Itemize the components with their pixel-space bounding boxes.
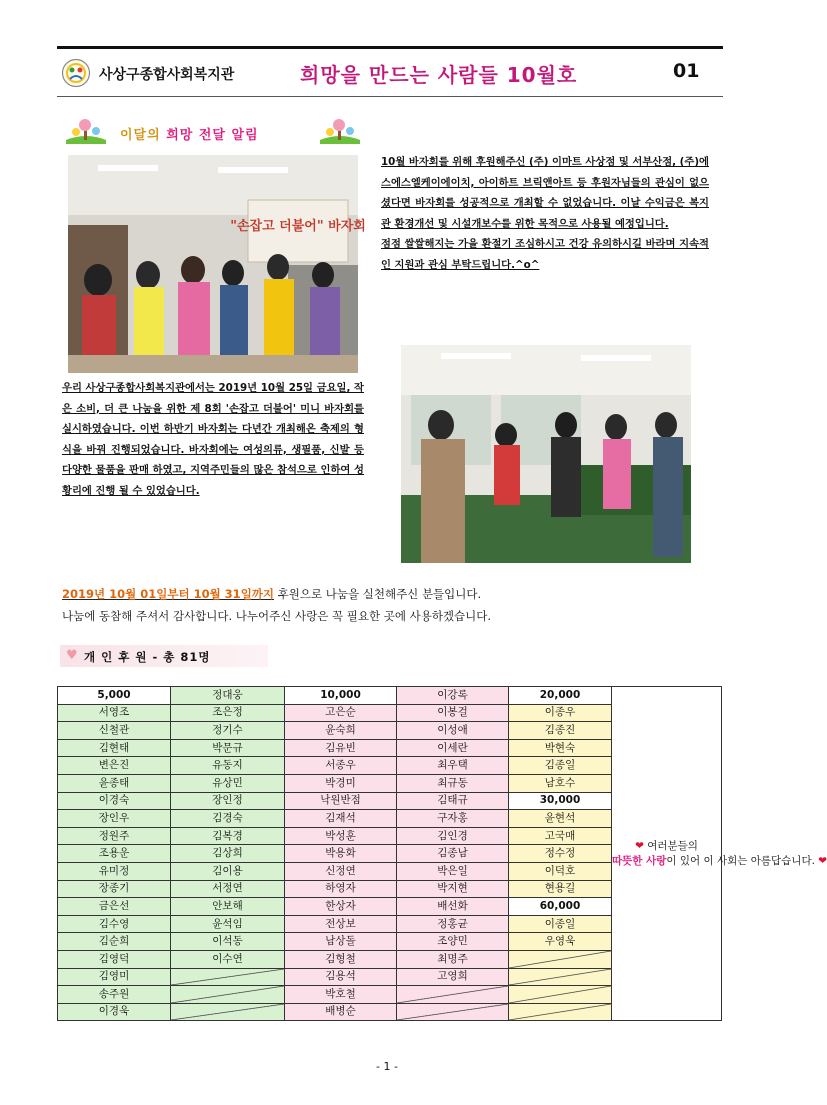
message-part2: 이 있어 이 사회는 아름답습니다. xyxy=(666,854,815,867)
welfare-center-logo xyxy=(61,58,91,88)
table-cell: 박용화 xyxy=(285,845,397,863)
thanks-message xyxy=(62,583,702,627)
table-cell: 박현숙 xyxy=(509,739,612,757)
table-cell: 박경미 xyxy=(285,774,397,792)
table-cell: 김재석 xyxy=(285,810,397,828)
header-top-rule xyxy=(57,46,723,49)
table-cell: 서영조 xyxy=(58,704,171,722)
table-cell: 서종우 xyxy=(285,757,397,775)
table-cell xyxy=(509,1003,612,1021)
table-cell: 유상민 xyxy=(171,774,285,792)
table-cell: 전상보 xyxy=(285,915,397,933)
table-cell: 최명주 xyxy=(397,950,509,968)
individual-donor-heading xyxy=(60,645,268,667)
header-bottom-rule xyxy=(57,96,723,97)
table-cell: 하영자 xyxy=(285,880,397,898)
table-cell: 이경욱 xyxy=(58,1003,171,1021)
table-cell: 이경숙 xyxy=(58,792,171,810)
table-cell: 박지현 xyxy=(397,880,509,898)
table-cell: 30,000 xyxy=(509,792,612,810)
table-cell: 김수영 xyxy=(58,915,171,933)
period-highlight: 2019년 10월 01일부터 10월 31일까지 xyxy=(62,587,275,601)
heart-icon: ❤ xyxy=(635,839,644,852)
flower-deco-icon xyxy=(64,118,108,144)
table-cell: 정기수 xyxy=(171,722,285,740)
table-cell: 우영욱 xyxy=(509,933,612,951)
table-cell: 금은선 xyxy=(58,898,171,916)
bazaar-sign-text: "손잡고 더불어" 바자회 xyxy=(230,219,366,234)
table-cell: 이석동 xyxy=(171,933,285,951)
table-cell: 이세란 xyxy=(397,739,509,757)
table-cell: 정홍균 xyxy=(397,915,509,933)
table-cell: 변은진 xyxy=(58,757,171,775)
table-cell: 김영미 xyxy=(58,968,171,986)
table-cell: 배선화 xyxy=(397,898,509,916)
table-cell: 최규동 xyxy=(397,774,509,792)
table-cell: 이수연 xyxy=(171,950,285,968)
table-cell: 김이용 xyxy=(171,862,285,880)
table-cell: 최우택 xyxy=(397,757,509,775)
table-cell: 윤현석 xyxy=(509,810,612,828)
table-cell: 박은일 xyxy=(397,862,509,880)
table-cell: 조은정 xyxy=(171,704,285,722)
table-cell: 유미정 xyxy=(58,862,171,880)
bazaar-photo-1 xyxy=(68,155,366,373)
donor-heading-text: 개 인 후 원 - 총 81명 xyxy=(84,650,211,664)
table-cell: 배병순 xyxy=(285,1003,397,1021)
donor-message xyxy=(612,687,827,1021)
bazaar-photo-2 xyxy=(401,345,691,563)
sponsor-thanks-text: 10월 바자회를 위해 후원해주신 (주) 이마트 사상점 및 서부산점, (주)에스에스엘케이에이치, 아이하트 브릭앤아트 등 후원자님들의 관심이 없으셨다면 바자회를 성공적으로 개최할 수 없었습니다. 이날 수익금은 복지관 환경개선 및 시설개보수를 위한 목적으로 사용될 예정입니다. xyxy=(381,156,709,230)
table-cell: 20,000 xyxy=(509,687,612,705)
table-cell: 김유빈 xyxy=(285,739,397,757)
table-cell: 고국매 xyxy=(509,827,612,845)
table-cell: 구자홍 xyxy=(397,810,509,828)
table-cell: 윤석임 xyxy=(171,915,285,933)
table-cell: 고영희 xyxy=(397,968,509,986)
table-cell: 낙원반점 xyxy=(285,792,397,810)
table-cell: 5,000 xyxy=(58,687,171,705)
section-title xyxy=(64,118,364,144)
table-cell: 정수정 xyxy=(509,845,612,863)
table-cell: 장종기 xyxy=(58,880,171,898)
table-cell: 정원주 xyxy=(58,827,171,845)
table-cell: 김형철 xyxy=(285,950,397,968)
table-cell: 박문규 xyxy=(171,739,285,757)
table-cell: 김순희 xyxy=(58,933,171,951)
table-cell: 60,000 xyxy=(509,898,612,916)
table-cell: 장인정 xyxy=(171,792,285,810)
table-cell: 김경숙 xyxy=(171,810,285,828)
table-cell: 김인경 xyxy=(397,827,509,845)
table-cell: 10,000 xyxy=(285,687,397,705)
table-cell: 김종진 xyxy=(509,722,612,740)
table-cell xyxy=(397,1003,509,1021)
table-cell: 유동지 xyxy=(171,757,285,775)
page-number: 01 xyxy=(673,60,700,82)
table-cell: 이성애 xyxy=(397,722,509,740)
section-title-part1: 이달의 xyxy=(120,128,161,143)
table-cell: 이종일 xyxy=(509,915,612,933)
table-cell: 신철관 xyxy=(58,722,171,740)
table-cell: 윤숙희 xyxy=(285,722,397,740)
table-cell: 김종일 xyxy=(509,757,612,775)
table-cell: 신정연 xyxy=(285,862,397,880)
table-cell: 김종남 xyxy=(397,845,509,863)
organization-name: 사상구종합사회복지관 xyxy=(99,67,235,83)
heart-icon: ♥ xyxy=(66,648,78,663)
bazaar-description xyxy=(62,378,364,501)
message-highlight: 따뜻한 사랑 xyxy=(612,854,667,867)
table-cell xyxy=(509,986,612,1004)
table-cell: 윤종태 xyxy=(58,774,171,792)
table-cell xyxy=(171,1003,285,1021)
table-cell xyxy=(509,968,612,986)
table-cell: 서정연 xyxy=(171,880,285,898)
table-cell: 김복경 xyxy=(171,827,285,845)
table-cell: 이종우 xyxy=(509,704,612,722)
thanks-line1: 후원으로 나눔을 실천해주신 분들입니다. xyxy=(274,587,482,601)
season-greeting-text: 점점 쌀쌀해지는 가을 환절기 조심하시고 건강 유의하시길 바라며 지속적인 지원과 관심 부탁드립니다.^o^ xyxy=(381,238,709,271)
message-part1: 여러분들의 xyxy=(647,839,698,852)
table-cell: 조양민 xyxy=(397,933,509,951)
magazine-title: 희망을 만드는 사람들 10월호 xyxy=(300,63,578,87)
page-footer: - 1 - xyxy=(376,1060,398,1073)
table-cell: 정대웅 xyxy=(171,687,285,705)
table-cell: 안보해 xyxy=(171,898,285,916)
table-cell: 장인우 xyxy=(58,810,171,828)
bazaar-description-text: 우리 사상구종합사회복지관에서는 2019년 10월 25일 금요일, 작은 소비, 더 큰 나눔을 위한 제 8회 '손잡고 더불어' 미니 바자회를 실시하였습니다. 이번 하반기 바자회는 다년간 개최해온 축제의 형식을 바꿔 진행되었습니다. 바자회에는 여성의류, 생필품, 신발 등 다양한 물품을 판매 하였고, 지역주민들의 많은 참석으로 인하여 성황리에 진행 될 수 있었습니다. xyxy=(62,382,364,497)
table-row xyxy=(58,687,722,705)
table-cell: 이강록 xyxy=(397,687,509,705)
table-cell: 김영덕 xyxy=(58,950,171,968)
table-cell: 송주원 xyxy=(58,986,171,1004)
table-cell: 고은순 xyxy=(285,704,397,722)
table-cell: 김상희 xyxy=(171,845,285,863)
table-cell: 조용운 xyxy=(58,845,171,863)
sponsor-thanks-paragraph xyxy=(381,152,709,275)
table-cell xyxy=(397,986,509,1004)
table-cell: 박호철 xyxy=(285,986,397,1004)
table-cell: 남상돌 xyxy=(285,933,397,951)
section-title-part2: 희망 전달 알림 xyxy=(166,128,259,143)
table-cell: 이덕호 xyxy=(509,862,612,880)
table-cell: 현용길 xyxy=(509,880,612,898)
thanks-line2: 나눔에 동참해 주셔서 감사합니다. 나누어주신 사랑은 꼭 필요한 곳에 사용하겠습니다. xyxy=(62,609,492,623)
table-cell xyxy=(171,986,285,1004)
heart-icon: ❤ xyxy=(818,854,827,867)
table-cell: 남호수 xyxy=(509,774,612,792)
table-cell: 김태규 xyxy=(397,792,509,810)
flower-deco-icon xyxy=(318,118,362,144)
table-cell: 이봉걸 xyxy=(397,704,509,722)
table-cell xyxy=(171,968,285,986)
table-cell: 박성훈 xyxy=(285,827,397,845)
table-cell xyxy=(509,950,612,968)
table-cell: 김현태 xyxy=(58,739,171,757)
table-cell: 한상자 xyxy=(285,898,397,916)
donor-table xyxy=(57,686,827,1021)
header xyxy=(57,52,723,94)
table-cell: 김용석 xyxy=(285,968,397,986)
